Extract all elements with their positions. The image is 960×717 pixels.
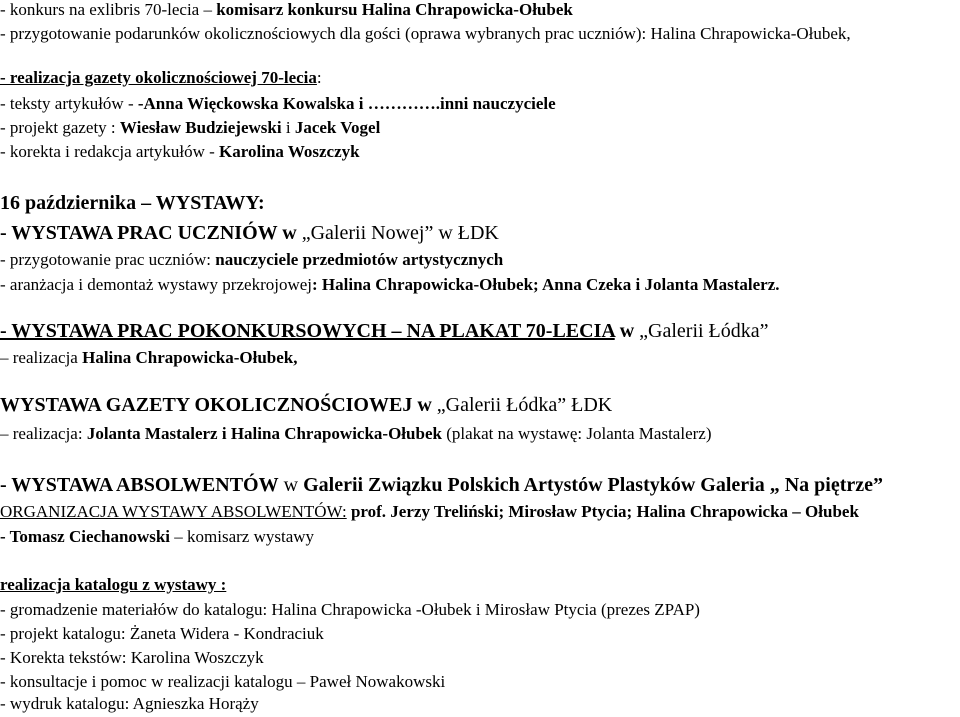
text-catalogue-design: - projekt katalogu: Żaneta Widera - Kondraciuk <box>0 624 324 643</box>
text-exlibris-contest: - konkurs na exlibris 70-lecia – <box>0 0 217 19</box>
text-contest-commissioner: komisarz konkursu Halina Chrapowicka-Ołubek <box>216 0 573 19</box>
line-exlibris <box>0 0 573 20</box>
text-newspaper-heading: - realizacja gazety okolicznościowej 70-lecia <box>0 68 317 87</box>
text-student-exhibition: - WYSTAWA PRAC UCZNIÓW w <box>0 222 302 244</box>
text-organization-label: ORGANIZACJA WYSTAWY ABSOLWENTÓW: <box>0 502 347 521</box>
text-organizers: prof. Jerzy Treliński; Mirosław Ptycia; Halina Chrapowicka – Ołubek <box>346 502 859 521</box>
line-arrangement <box>0 275 780 295</box>
line-article-texts <box>0 94 556 114</box>
line-gifts <box>0 24 851 44</box>
line-consultation <box>0 672 445 692</box>
text-works-prep-label: - przygotowanie prac uczniów: <box>0 250 216 269</box>
line-poster-exhibition <box>0 320 769 343</box>
text-catalogue-heading: realizacja katalogu z wystawy : <box>0 575 227 594</box>
text-designer-1: Wiesław Budziejewski <box>119 118 282 137</box>
text-proofreader: Karolina Woszczyk <box>219 142 360 161</box>
line-exhibitions-heading <box>0 192 265 215</box>
text-w-2: w <box>278 474 304 496</box>
line-newspaper-design <box>0 118 380 138</box>
text-poster-exhibition: - WYSTAWA PRAC POKONKURSOWYCH – NA PLAKAT 70-LECIA <box>0 320 615 342</box>
text-designer-2: Jacek Vogel <box>294 118 381 137</box>
text-text-correction: - Korekta tekstów: Karolina Woszczyk <box>0 648 264 667</box>
text-proofreading-label: - korekta i redakcja artykułów - <box>0 142 220 161</box>
text-graduates-exhibition: - WYSTAWA ABSOLWENTÓW <box>0 474 279 496</box>
line-poster-realization <box>0 348 297 368</box>
text-realizer-1: Halina Chrapowicka-Ołubek, <box>82 348 298 367</box>
line-newspaper-exhibition <box>0 394 612 417</box>
text-article-authors: -Anna Więckowska Kowalska i ………….inni nauczyciele <box>137 94 556 113</box>
text-arrangement-people: : Halina Chrapowicka-Ołubek; Anna Czeka i Jolanta Mastalerz. <box>312 275 780 294</box>
line-graduates-exhibition <box>0 474 883 497</box>
line-organization <box>0 502 859 522</box>
line-student-works-prep <box>0 250 503 270</box>
text-zpap-gallery: Galerii Związku Polskich Artystów Plastyków Galeria „ Na piętrze” <box>303 474 884 496</box>
line-newspaper-heading <box>0 68 322 88</box>
text-art-teachers: nauczyciele przedmiotów artystycznych <box>215 250 504 269</box>
line-commissioner <box>0 527 314 547</box>
text-poster-note: (plakat na wystawę: Jolanta Mastalerz) <box>441 424 712 443</box>
text-design-label: - projekt gazety : <box>0 118 120 137</box>
line-catalogue-materials <box>0 600 700 620</box>
text-colon: : <box>316 68 322 87</box>
text-ldk-2: ŁDK <box>566 394 613 416</box>
text-article-label: - teksty artykułów - <box>0 94 138 113</box>
text-gallery-nowa: „Galerii Nowej” <box>301 222 434 244</box>
line-text-correction <box>0 648 264 668</box>
line-student-exhibition <box>0 222 499 245</box>
text-realization-label-2: – realizacja: <box>0 424 87 443</box>
text-catalogue-materials: - gromadzenie materiałów do katalogu: Halina Chrapowicka -Ołubek i Mirosław Ptycia (prezes ZPAP) <box>0 600 700 619</box>
text-and: i <box>281 118 295 137</box>
line-catalogue-design <box>0 624 324 644</box>
text-w: w <box>614 320 640 342</box>
line-newspaper-realization <box>0 424 712 444</box>
text-ldk: w ŁDK <box>433 222 499 244</box>
line-catalogue-heading <box>0 575 226 595</box>
text-realizers-2: Jolanta Mastalerz i Halina Chrapowicka-Ołubek <box>86 424 442 443</box>
line-catalogue-print <box>0 694 259 714</box>
text-arrangement-label: - aranżacja i demontaż wystawy przekrojowej <box>0 275 312 294</box>
text-realization-label-1: – realizacja <box>0 348 83 367</box>
line-proofreading <box>0 142 360 162</box>
text-newspaper-exhibition: WYSTAWA GAZETY OKOLICZNOŚCIOWEJ w <box>0 394 437 416</box>
text-catalogue-print: - wydruk katalogu: Agnieszka Horąży <box>0 694 259 713</box>
text-gallery-lodka-1: „Galerii Łódka” <box>639 320 769 342</box>
text-gifts-preparation: - przygotowanie podarunków okolicznościowych dla gości (oprawa wybranych prac uczniów): Halina Chrapowicka-Ołubek, <box>0 24 851 43</box>
text-exhibitions-heading: 16 października – WYSTAWY: <box>0 192 265 214</box>
text-consultation: - konsultacje i pomoc w realizacji katalogu – Paweł Nowakowski <box>0 672 446 691</box>
text-gallery-lodka-2: „Galerii Łódka” <box>436 394 567 416</box>
text-commissioner-role: – komisarz wystawy <box>170 527 315 546</box>
text-commissioner-name: - Tomasz Ciechanowski <box>0 527 171 546</box>
